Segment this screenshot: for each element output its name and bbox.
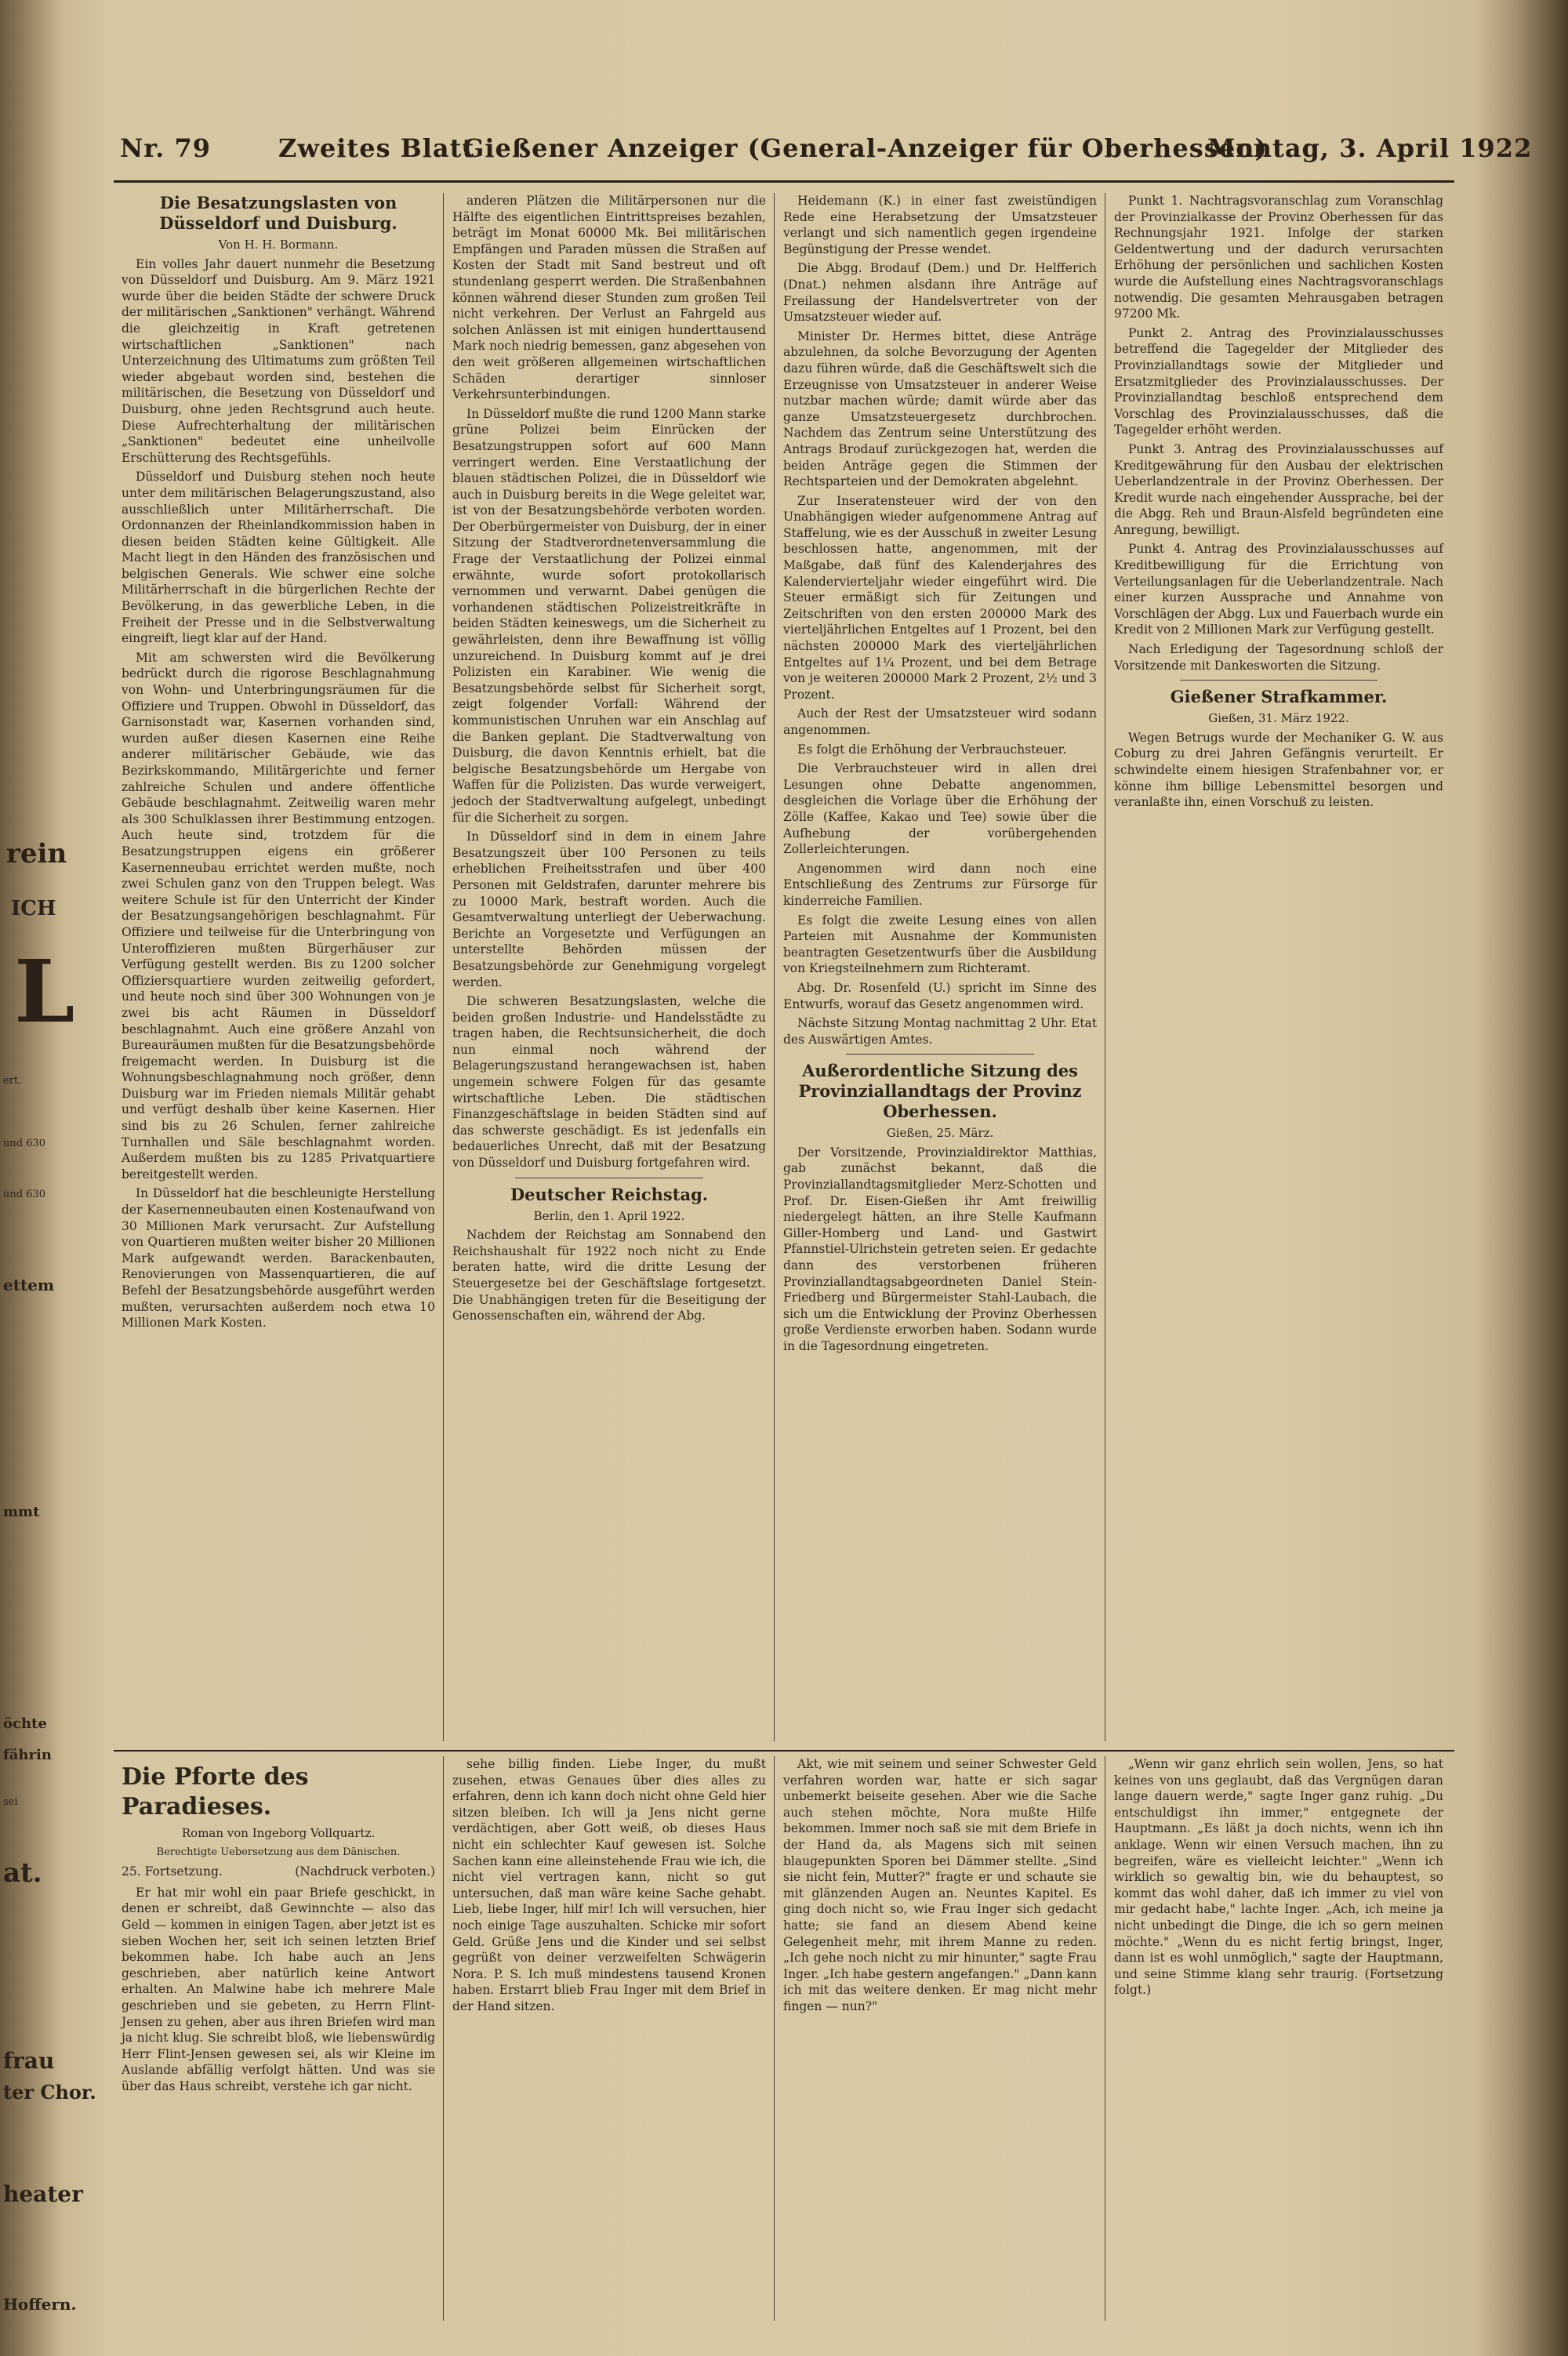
issue-date: Montag, 3. April 1922 bbox=[1207, 133, 1533, 163]
strip-fragment: sei bbox=[3, 1796, 18, 1808]
strip-fragment: und 630 bbox=[3, 1138, 46, 1149]
column-divider bbox=[774, 193, 775, 1741]
paragraph: In Düsseldorf sind in dem in einem Jahre Besatzungszeit über 100 Personen zu teils erheblichen Freiheitsstrafen und über 400 Personen mit Geldstrafen, darunter mehrere bis zu 10000 Mark, bestraft worden. Auch die Gesamtverwaltung unterliegt der Ueberwachung. Berichte an Vorgesetzte und Verfügungen an unterstellte Behörden müssen der Besatzungsbehörde zur Genehmigung vorgelegt werden. bbox=[452, 830, 766, 989]
strip-fragment: rein bbox=[6, 838, 67, 869]
paragraph: Er hat mir wohl ein paar Briefe geschickt, in denen er schreibt, daß Gewinnchte — also das Geld — kommen in einigen Tagen, aber jetzt ist es sieben Wochen her, seit ich seinen letzten Brief bekommen habe. Ich habe auch an Jens geschrieben, aber natürlich keine Antwort erhalten. An Malwine habe ich mehrere Male geschrieben und sie gebeten, zu Herrn Flint-Jensen zu gehen, aber aus ihren Briefen wird man ja nicht klug. Sie schreibt bloß, wie liebenswürdig Herr Flint-Jensen gewesen sei, als wir Kleine im Auslande abfällig verfolgt hätten. Und was sie über das Haus schreibt, verstehe ich gar nicht. bbox=[122, 1885, 435, 2093]
paragraph: Abg. Dr. Rosenfeld (U.) spricht im Sinne des Entwurfs, worauf das Gesetz angenommen wird. bbox=[783, 980, 1097, 1011]
paragraph: Es folgt die Erhöhung der Verbrauchsteuer. bbox=[797, 742, 1067, 757]
paragraph: Nach Erledigung der Tagesordnung schloß der Vorsitzende mit Dankesworten die Sitzung. bbox=[1114, 642, 1443, 673]
paragraph: In Düsseldorf hat die beschleunigte Herstellung der Kasernenneubauten einen Kostenaufwand von 30 Millionen Mark verursacht. Zur Aufstellung von Quartieren mußten weiter bisher 20 Millionen Mark aufgewandt werden. Barackenbauten, Renovierungen von Massenquartieren, die auf Befehl der Besatzungsbehörde ausgeführt werden mußten, verursachten außerdem noch etwa 10 Millionen Mark Kosten. bbox=[122, 1186, 435, 1330]
strip-fragment: ICH bbox=[11, 897, 56, 920]
strip-fragment: und 630 bbox=[3, 1189, 46, 1200]
adjacent-page-strip bbox=[0, 118, 106, 2314]
paragraph: Es folgt die zweite Lesung eines von allen Parteien mit Ausnahme der Kommunisten beantragten Gesetzentwurfs über die Ausbildung von Kriegsteilnehmern zum Richteramt. bbox=[783, 913, 1097, 976]
column-divider bbox=[774, 1756, 775, 2321]
reichstag-title: Deutscher Reichstag. bbox=[510, 1184, 709, 1204]
paragraph: Heidemann (K.) in einer fast zweistündigen Rede eine Herabsetzung der Umsatzsteuer verlangt und sich namentlich gegen irgendeine Begünstigung der Presse wendet. bbox=[783, 194, 1097, 256]
feuilleton-rule bbox=[114, 1750, 1454, 1752]
reichstag-dateline: Berlin, den 1. April 1922. bbox=[533, 1208, 685, 1223]
paragraph: Ein volles Jahr dauert nunmehr die Besetzung von Düsseldorf und Duisburg. Am 9. März 1921 wurde über die beiden Städte der schwere Druck der militärischen „Sanktionen" verhängt. Während die gleichzeitig in Kraft getretenen wirtschaftlichen „Sanktionen" nach Unterzeichnung des Ultimatums zum größten Teil wieder abgebaut worden sind, bestehen die militärischen, die Besetzung von Düsseldorf und Duisburg, ohne jeden Rechtsgrund auch heute. Diese Aufrechterhaltung der militärischen „Sanktionen" bedeutet eine unheilvolle Erschütterung des Rechtsgefühls. bbox=[122, 256, 435, 465]
paragraph: Zur Inseratensteuer wird der von den Unabhängigen wieder aufgenommene Antrag auf Staffelung, wie es der Ausschuß in zweiter Lesung beschlossen hatte, angenommen, mit der Maßgabe, daß fünf des Kalenderjahres des Kalendervierteljahr wieder eingeführt wird. Die Steuer ermäßigt sich für Zeitungen und Zeitschriften von den ersten 200000 Mark des vierteljährlichen Entgeltes auf 1 Prozent, bei den nächsten 200000 Mark des vierteljährlichen Entgeltes auf 1¼ Prozent, und bei dem Betrage von je weiteren 200000 Mark 2 Prozent, 2½ und 3 Prozent. bbox=[783, 493, 1097, 702]
strip-fragment: L bbox=[14, 941, 75, 1042]
strip-fragment: ert. bbox=[3, 1075, 22, 1087]
paragraph: sehe billig finden. Liebe Inger, du mußt zusehen, etwas Genaues über dies alles zu erfahren, denn ich kann doch nicht ohne Geld hier sitzen bleiben. Ich will ja Jens nicht gerne verdächtigen, aber Gott weiß, ob dieses Haus nicht ein schlechter Kauf gewesen ist. Solche Sachen kann eine alleinstehende Frau wie ich, die nicht viel vertragen kann, nicht so gut untersuchen, daß man wäre keine Sache gehabt. Lieb, liebe Inger, hilf mir! Ich will versuchen, hier noch einige Tage auszuhalten. Schicke mir sofort Geld. Grüße Jens und die Kinder und sei selbst gegrüßt von deiner verzweifelten Schwägerin Nora. P. S. Ich muß mindestens tausend Kronen haben. Erstarrt blieb Frau Inger mit dem Brief in der Hand sitzen. bbox=[452, 1757, 766, 2013]
provinzial-title: Außerordentliche Sitzung des Provinziallandtags der Provinz Oberhessen. bbox=[798, 1061, 1082, 1122]
strip-fragment: öchte bbox=[3, 1715, 47, 1732]
paragraph: Die Verbrauchsteuer wird in allen drei Lesungen ohne Debatte angenommen, desgleichen die Vorlage über die Erhöhung der Zölle (Kaffee, Kakao und Tee) sowie über die Aufhebung der vorübergehenden Zollerleichterungen. bbox=[783, 761, 1097, 857]
strip-fragment: fährin bbox=[3, 1747, 52, 1763]
paragraph: Nächste Sitzung Montag nachmittag 2 Uhr. Etat des Auswärtigen Amtes. bbox=[783, 1016, 1097, 1047]
paragraph: Punkt 2. Antrag des Provinzialausschusses betreffend die Tagegelder der Mitglieder des Provinziallandtags sowie der Mitglieder und Ersatzmitglieder des Provinzialausschusses. Der Provinziallandtag beschloß entsprechend dem Vorschlag des Provinzialausschusses, daß die Tagegelder erhöht werden. bbox=[1114, 325, 1443, 437]
strip-fragment: frau bbox=[3, 2048, 55, 2074]
paragraph: Auch der Rest der Umsatzsteuer wird sodann angenommen. bbox=[783, 706, 1097, 737]
installment-line bbox=[122, 1864, 435, 1880]
column-3 bbox=[783, 193, 1097, 1737]
strip-fragment: ter Chor. bbox=[3, 2081, 96, 2104]
paragraph: Düsseldorf und Duisburg stehen noch heute unter dem militärischen Belagerungszustand, also ausschließlich unter Militärherrschaft. Die Ordonnanzen der Rheinlandkommission haben in diesen beiden Städten keine Gültigkeit. Alle Macht liegt in den Händen des französischen und belgischen Generals. Wie schwer eine solche Militärherrschaft in die bürgerlichen Rechte der Bevölkerung, in das gewerbliche Leben, in die Freiheit der Presse und in die Selbstverwaltung eingreift, liegt klar auf der Hand. bbox=[122, 470, 435, 646]
paragraph: Der Vorsitzende, Provinzialdirektor Matthias, gab zunächst bekannt, daß die Provinziallandtagsmitglieder Merz-Schotten und Prof. Dr. Eisen-Gießen ihr Amt freiwillig niedergelegt hätten, an ihre Stelle Kaufmann Giller-Homberg und Land- und Gastwirt Pfannstiel-Ulrichstein getreten seien. Er gedachte dann des verstorbenen früheren Provinziallandtagsabgeordneten Daniel Stein-Friedberg und Bürgermeister Stahl-Laubach, die sich um die Entwicklung der Provinz Oberhessen große Verdienste erworben haben. Sodann wurde in die Tagesordnung eingetreten. bbox=[783, 1145, 1097, 1353]
strafkammer-title: Gießener Strafkammer. bbox=[1170, 687, 1388, 707]
article-title: Die Besatzungslasten von Düsseldorf und Duisburg. bbox=[159, 193, 397, 233]
newspaper-page bbox=[114, 118, 1533, 2344]
paragraph: Punkt 3. Antrag des Provinzialausschusses auf Kreditgewährung für den Ausbau der elektrischen Ueberlandzentrale in der Provinz Oberhessen. Der Kredit wurde nach eingehender Aussprache, bei der die Abgg. Reh und Braun-Alsfeld begründeten eine Anregung, bewilligt. bbox=[1114, 441, 1443, 537]
section-divider bbox=[1180, 680, 1377, 681]
article-byline: Von H. H. Bormann. bbox=[218, 238, 339, 252]
paper-title: Gießener Anzeiger (General-Anzeiger für Oberhessen) bbox=[463, 133, 1268, 163]
feuilleton-column-4 bbox=[1114, 1756, 1443, 2321]
section-divider bbox=[846, 1054, 1034, 1055]
masthead-rule bbox=[114, 180, 1454, 183]
paragraph: „Wenn wir ganz ehrlich sein wollen, Jens, so hat keines von uns geglaubt, daß das Vergnügen daran lange dauern werde," sagte Inger ganz ruhig. „Du entschuldigst ihn immer," entgegnete der Hauptmann. „Es läßt ja doch nichts, wenn ich ihn anklage. Wenn wir einen Versuch machen, ihn zu begreifen, wäre es vielleicht leichter." „Wenn ich wirklich so gewaltig bin, wie du behauptest, so kommt das wohl daher, daß ich immer zu viel von mir gedacht habe," lachte Inger. „Ach, ich meine ja nicht unbedingt die Dinge, die ich so gern meinen möchte." „Wenn du es nicht fertig bringst, Inger, dann ist es wohl unmöglich," sagte der Hauptmann, und seine Stimme klang sehr traurig. (Fortsetzung folgt.) bbox=[1114, 1757, 1443, 1998]
paragraph: Minister Dr. Hermes bittet, diese Anträge abzulehnen, da solche Bevorzugung der Agenten dazu führen würde, daß die Geschäftswelt sich die Erzeugnisse von Umsatzsteuer in anderer Weise nutzbar machen würde; damit würde aber das ganze Umsatzsteuergesetz durchbrochen. Nachdem das Zentrum seine Unterstützung des Antrags Brodauf zurückgezogen hat, werden die beiden Anträge gegen die Stimmen der Rechtsparteien und der Demokraten abgelehnt. bbox=[783, 329, 1097, 489]
feuilleton-title: Die Pforte des Paradieses. bbox=[122, 1763, 309, 1821]
paragraph: Wegen Betrugs wurde der Mechaniker G. W. aus Coburg zu drei Jahren Gefängnis verurteilt. Er schwindelte einem hiesigen Strafenbahner vor, er könne ihm billige Lebensmittel besorgen und veranlaßte ihn, einen Vorschuß zu leisten. bbox=[1114, 730, 1443, 810]
paragraph: In Düsseldorf mußte die rund 1200 Mann starke grüne Polizei beim Einrücken der Besatzungstruppen sofort auf 600 Mann verringert werden. Eine Verstaatlichung der blauen städtischen Polizei, die in Düsseldorf wie auch in Duisburg bereits in die Wege geleitet war, ist von der Besatzungsbehörde verboten worden. Der Oberbürgermeister von Duisburg, der in einer Sitzung der Stadtverordnetenversammlung die Frage der Verstaatlichung der Polizei einmal erwähnte, wurde sofort protokollarisch vernommen und verwarnt. Dabei genügen die vorhandenen städtischen Polizeistreitkräfte in beiden Städten keineswegs, um die Sicherheit zu gewährleisten, denn ihre Bewaffnung ist völlig unzureichend. In Duisburg kommt auf je drei Polizisten ein Karabiner. Wie wenig die Besatzungsbehörde selbst für Sicherheit sorgt, zeigt folgender Vorfall: Während der kommunistischen Unruhen war ein Anschlag auf die Banken geplant. Die Stadtverwaltung von Duisburg, die davon Kenntnis erhielt, bat die belgische Besatzungsbehörde um Hergabe von Waffen für die Polizisten. Das wurde verweigert, jedoch der Stadtverwaltung aufgelegt, unbedingt für die Sicherheit zu sorgen. bbox=[452, 406, 766, 825]
column-2 bbox=[452, 193, 766, 1737]
feuilleton-column-2 bbox=[452, 1756, 766, 2321]
sheet-label: Zweites Blatt bbox=[278, 133, 475, 163]
feuilleton-column-3 bbox=[783, 1756, 1097, 2321]
feuilleton-subtitle: Roman von Ingeborg Vollquartz. bbox=[181, 1826, 376, 1840]
issue-number: Nr. 79 bbox=[120, 133, 211, 163]
masthead bbox=[114, 133, 1533, 174]
column-4 bbox=[1114, 193, 1443, 1737]
installment-number: 25. Fortsetzung. bbox=[122, 1864, 223, 1879]
column-1 bbox=[122, 193, 435, 1737]
reprint-notice: (Nachdruck verboten.) bbox=[295, 1864, 435, 1879]
paragraph: Die schweren Besatzungslasten, welche die beiden großen Industrie- und Handelsstädte zu tragen haben, die Rechtsunsicherheit, die doch nun einmal noch während der Belagerungszustand herangewachsen ist, haben ungemein schwere Folgen für das gesamte wirtschaftliche Leben. Die städtischen Finanzgeschäftslage in beiden Städten sind auf das schwerste geschädigt. Es ist jedenfalls ein bedauerliches Unrecht, daß mit der Besatzung von Düsseldorf und Duisburg fortgefahren wird. bbox=[452, 994, 766, 1171]
paragraph: Mit am schwersten wird die Bevölkerung bedrückt durch die rigorose Beschlagnahmung von Wohn- und Unterbringungsräumen für die Offiziere und Truppen. Obwohl in Düsseldorf, das Garnisonstadt war, Kasernen vorhanden sind, wurden außer diesen Kasernen eine Reihe anderer militärischer Gebäude, wie das Bezirkskommando, Militärgerichte und ferner zahlreiche Schulen und andere öffentliche Gebäude beschlagnahmt. Zeitweilig waren mehr als 300 Schulklassen ihrer Bestimmung entzogen. Auch heute sind, trotzdem für die Besatzungstruppen eigens ein größerer Kasernenneubau errichtet werden mußte, noch zwei Schulen ganz von den Truppen belegt. Was weitere Schule ist für den Unterricht der Kinder der Besatzungsangehörigen beschlagnahmt. Für Offiziere und teilweise für die Unterbringung von Unteroffizieren mußten Bürgerhäuser zur Verfügung gestellt werden. Bis zu 1200 solcher Offiziersquartiere wurden zeitweilig gefordert, und heute noch sind über 300 Wohnungen von je zwei bis acht Räumen in Düsseldorf beschlagnahmt. Auch eine größere Anzahl von Bureauräumen mußten für die Besatzungsbehörde freigemacht werden. In Duisburg ist die Wohnungsbeschlagnahmung noch größer, denn Duisburg war im Frieden niemals Militär gehabt und verfügt deshalb über keine Kasernen. Hier sind bis zu 26 Schulen, ferner zahlreiche Turnhallen und Säle beschlagnahmt worden. Außerdem mußten bis zu 1285 Privatquartiere bereitgestellt werden. bbox=[122, 650, 435, 1182]
strip-fragment: Hoffern. bbox=[3, 2295, 77, 2314]
strip-fragment: ettem bbox=[3, 1276, 55, 1294]
paragraph: Punkt 4. Antrag des Provinzialausschusses auf Kreditbewilligung für die Errichtung von Verteilungsanlagen für die Ueberlandzentrale. Nach einer kurzen Aussprache und Annahme von Vorschlägen der Abgg. Lux und Fauerbach wurde ein Kredit von 2 Millionen Mark zur Verfügung gestellt. bbox=[1114, 542, 1443, 637]
paragraph: Punkt 1. Nachtragsvoranschlag zum Voranschlag der Provinzialkasse der Provinz Oberhessen für das Rechnungsjahr 1921. Infolge der starken Geldentwertung und der dadurch verursachten Erhöhung der persönlichen und sachlichen Kosten wurde die Aufstellung eines Nachtragsvoranschlags notwendig. Die gesamten Mehrausgaben betragen 97200 Mk. bbox=[1114, 194, 1443, 321]
column-divider bbox=[443, 193, 444, 1741]
strip-fragment: mmt bbox=[3, 1504, 40, 1520]
feuilleton-column-1 bbox=[122, 1756, 435, 2321]
paragraph: Nachdem der Reichstag am Sonnabend den Reichshaushalt für 1922 noch nicht zu Ende beraten hatte, wird die dritte Lesung der Steuergesetze bei der Geschäftslage fortgesetzt. Die Unabhängigen treten für die Beseitigung der Genossenschaften ein, während der Abg. bbox=[452, 1228, 766, 1323]
strip-fragment: at. bbox=[3, 1857, 42, 1889]
column-divider bbox=[443, 1756, 444, 2321]
paragraph: anderen Plätzen die Militärpersonen nur die Hälfte des eigentlichen Eintrittspreises bezahlen, beträgt im Monat 60000 Mk. Bei militärischen Empfängen und Paraden müssen die Straßen auf Kosten der Stadt mit Sand bestreut und oft stundenlang gesperrt werden. Die Straßenbahnen können während dieser Stunden zum großen Teil nicht verkehren. Der Verlust an Fahrgeld aus solchen Anlässen ist mit einigen hunderttausend Mark noch niedrig bemessen, ganz abgesehen von den weit größeren allgemeinen wirtschaftlichen Schäden derartiger sinnloser Verkehrsunterbindungen. bbox=[452, 194, 766, 402]
feuilleton-translation: Berechtigte Uebersetzung aus dem Dänischen. bbox=[156, 1846, 401, 1858]
provinzial-dateline: Gießen, 25. März. bbox=[886, 1126, 994, 1141]
paragraph: Die Abgg. Brodauf (Dem.) und Dr. Helfferich (Dnat.) nehmen alsdann ihre Anträge auf Freilassung der Handelsvertreter von der Umsatzsteuer wieder auf. bbox=[783, 261, 1097, 325]
paragraph: Angenommen wird dann noch eine Entschließung des Zentrums zur Fürsorge für kinderreiche Familien. bbox=[783, 861, 1097, 908]
paragraph: Akt, wie mit seinem und seiner Schwester Geld verfahren worden war, hatte er sich sagar unbemerkt beiseite gesehen. Aber wie die Sache auch stehen möchte, Nora mußte Hilfe bekommen. Immer noch saß sie mit dem Briefe in der Hand da, als Magens sich mit seinen blaugepunkten Sporen bei Dämmer stellte. „Sind sie nicht fein, Mutter?" fragte er und schaute sie mit glänzenden Augen an. Neuntes Kapitel. Es ging doch nicht so, wie Frau Inger sich gedacht hatte; sie fand an diesem Abend keine Gelegenheit mehr, mit ihrem Manne zu reden. „Ich gehe noch nicht zu mir hinunter," sagte Frau Inger. „Ich habe gestern angefangen." „Dann kann ich mit das weitere denken. Er mag nicht mehr fingen — nun?" bbox=[783, 1757, 1097, 2013]
strafkammer-dateline: Gießen, 31. März 1922. bbox=[1208, 711, 1349, 726]
strip-fragment: heater bbox=[3, 2181, 83, 2207]
